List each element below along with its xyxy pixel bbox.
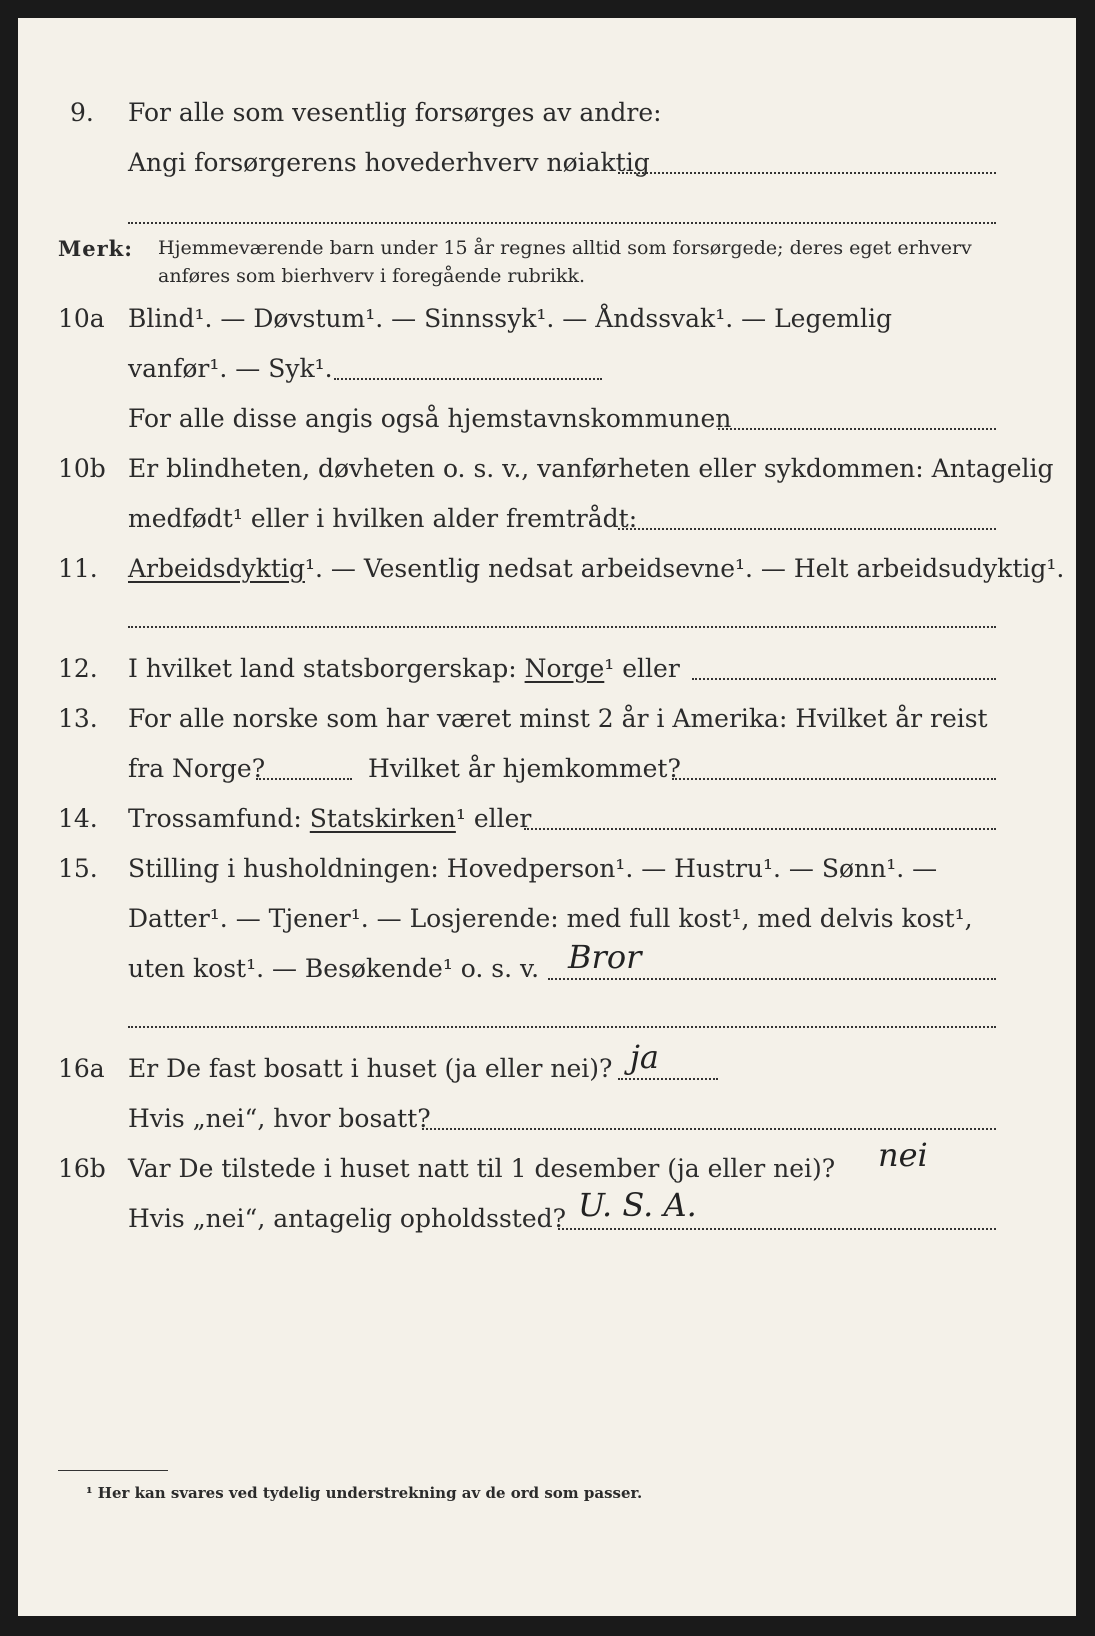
q13-line2-a: fra Norge? [128, 754, 266, 783]
q16a-number: 16a [58, 1054, 105, 1083]
q10b-line1: Er blindheten, døvheten o. s. v., vanførheten eller sykdommen: Antagelig [128, 454, 1054, 483]
q16b-handwritten-answer[interactable]: nei [878, 1136, 928, 1174]
q9-line2: Angi forsørgerens hovederhverv nøiaktig [128, 148, 650, 177]
q16a-answer-line[interactable] [618, 1078, 718, 1080]
q15-line1: Stilling i husholdningen: Hovedperson¹. — Hustru¹. — Sønn¹. — [128, 854, 938, 883]
q10b-line2: medfødt¹ eller i hvilken alder fremtrådt: [128, 504, 638, 533]
q9-line1: For alle som vesentlig forsørges av andre: [128, 98, 662, 127]
q15-answer-line-2[interactable] [128, 1026, 996, 1028]
q16a-line1: Er De fast bosatt i huset (ja eller nei)? [128, 1054, 613, 1083]
merk-line2: anføres som bierhverv i foregående rubrikk. [158, 265, 586, 287]
q10a-line3: For alle disse angis også hjemstavnskommunen [128, 404, 732, 433]
q10b-number: 10b [58, 454, 106, 483]
q14-eller: ¹ eller [455, 804, 532, 833]
q10a-answer-line[interactable] [334, 378, 602, 380]
q9-number: 9. [70, 98, 94, 127]
q10a-number: 10a [58, 304, 105, 333]
q16b-line2: Hvis „nei“, antagelig opholdssted? [128, 1204, 567, 1233]
q13-line2-b: Hvilket år hjemkommet? [368, 754, 681, 783]
q13-number: 13. [58, 704, 98, 733]
q15-line2: Datter¹. — Tjener¹. — Losjerende: med full kost¹, med delvis kost¹, [128, 904, 973, 933]
q11-answer-line[interactable] [128, 626, 996, 628]
q14-underlined-option[interactable]: Statskirken [309, 804, 456, 833]
q14-question: Trossamfund: [128, 804, 302, 833]
q13-line1: For alle norske som har været minst 2 år i Amerika: Hvilket år reist [128, 704, 988, 733]
footnote-separator [58, 1470, 168, 1471]
q15-line3: uten kost¹. — Besøkende¹ o. s. v. [128, 954, 540, 983]
q9-answer-line[interactable] [618, 172, 996, 174]
q12-line1 [128, 654, 680, 683]
merk-line1: Hjemmeværende barn under 15 år regnes alltid som forsørgede; deres eget erhverv [158, 237, 972, 259]
footnote: ¹ Her kan svares ved tydelig understrekning av de ord som passer. [86, 1484, 643, 1502]
q10a-line1: Blind¹. — Døvstum¹. — Sinnssyk¹. — Åndssvak¹. — Legemlig [128, 304, 892, 333]
q12-eller: ¹ eller [604, 654, 680, 683]
q15-handwritten-answer[interactable]: Bror [568, 938, 642, 976]
q12-answer-line[interactable] [692, 678, 996, 680]
q16a-handwritten-answer[interactable]: ja [630, 1038, 659, 1076]
q9-answer-line-2[interactable] [128, 222, 996, 224]
q13-reist-line[interactable] [256, 778, 352, 780]
q11-underlined-option[interactable]: Arbeidsdyktig [128, 554, 305, 583]
q14-line1 [128, 804, 531, 833]
q10a-hjemstavn-line[interactable] [718, 428, 996, 430]
q12-number: 12. [58, 654, 98, 683]
q16b-number: 16b [58, 1154, 106, 1183]
q15-number: 15. [58, 854, 98, 883]
q12-question: I hvilket land statsborgerskap: [128, 654, 517, 683]
q10b-answer-line[interactable] [618, 528, 996, 530]
q16b-line1: Var De tilstede i huset natt til 1 desember (ja eller nei)? [128, 1154, 836, 1183]
q16a-line2: Hvis „nei“, hvor bosatt? [128, 1104, 431, 1133]
q16b-opholdssted-line[interactable] [558, 1228, 996, 1230]
q15-answer-line[interactable] [548, 978, 996, 980]
q11-number: 11. [58, 554, 98, 583]
q11-line1 [128, 554, 1064, 583]
bleed-through-text [638, 1293, 645, 1318]
q14-answer-line[interactable] [524, 828, 996, 830]
q16a-bosatt-line[interactable] [422, 1128, 996, 1130]
merk-label: Merk: [58, 236, 133, 261]
q12-underlined-option[interactable]: Norge [524, 654, 605, 683]
q13-hjemkommet-line[interactable] [672, 778, 996, 780]
q11-rest: ¹. — Vesentlig nedsat arbeidsevne¹. — Helt arbeidsudyktig¹. [304, 554, 1065, 583]
q14-number: 14. [58, 804, 98, 833]
q16b-handwritten-answer-2[interactable]: U. S. A. [578, 1186, 697, 1224]
q10a-line2: vanfør¹. — Syk¹. [128, 354, 333, 383]
census-form-page [18, 18, 1076, 1616]
